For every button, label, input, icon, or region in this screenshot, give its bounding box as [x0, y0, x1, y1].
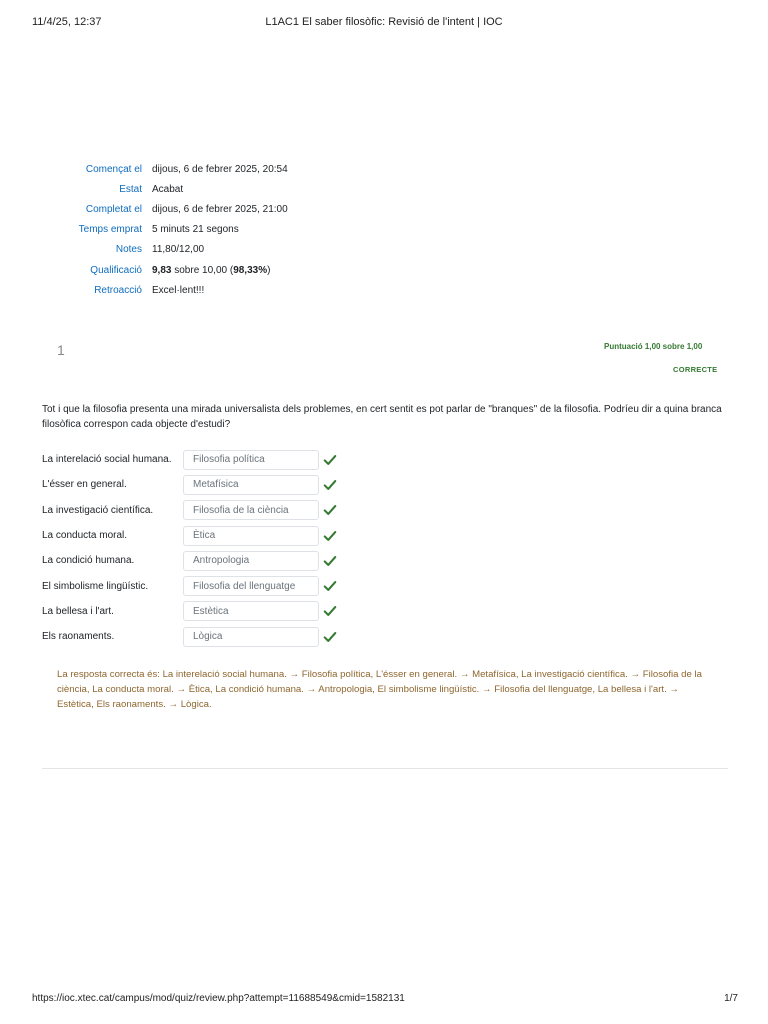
section-divider [42, 768, 728, 769]
match-stem: La conducta moral. [42, 530, 128, 542]
match-stem: El simbolisme lingüístic. [42, 580, 149, 592]
check-icon [323, 554, 337, 568]
summary-row-marks [42, 240, 288, 260]
print-url: https://ioc.xtec.cat/campus/mod/quiz/review.php?attempt=11688549&cmid=1582131 [32, 993, 405, 1004]
summary-label: Completat el [85, 203, 142, 215]
summary-label: Notes [115, 244, 142, 256]
summary-label: Retroacció [94, 284, 142, 296]
summary-label: Estat [119, 183, 142, 195]
match-select[interactable]: Antropologia [183, 551, 319, 571]
match-select[interactable]: Estètica [183, 601, 319, 621]
match-stem: La interelació social humana. [42, 454, 172, 466]
match-row [42, 523, 337, 548]
summary-row-completed [42, 199, 288, 219]
grade-mid-text: sobre 10,00 ( [171, 264, 234, 276]
question-number: 1 [57, 342, 65, 358]
question-grade: Puntuació 1,00 sobre 1,00 [604, 342, 703, 351]
summary-label: Començat el [85, 163, 142, 175]
match-row [42, 624, 337, 649]
match-stem: La condició humana. [42, 555, 135, 567]
match-select[interactable]: Ètica [183, 526, 319, 546]
grade-end-text: ) [267, 264, 271, 276]
summary-label: Qualificació [90, 264, 142, 276]
match-row [42, 498, 337, 523]
check-icon [323, 453, 337, 467]
summary-value: Acabat [152, 183, 184, 195]
check-icon [323, 579, 337, 593]
match-stem: La bellesa i l'art. [42, 605, 114, 617]
print-page-title: L1AC1 El saber filosòfic: Revisió de l'intent | IOC [265, 16, 503, 28]
summary-row-time-taken [42, 220, 288, 240]
attempt-summary [42, 159, 288, 300]
question-text: Tot i que la filosofia presenta una mirada universalista dels problemes, en cert sentit es pot parlar de "branques" de la filosofia. Podríeu dir a quina branca filosòfica correspon cada objecte d'estudi? [42, 404, 722, 430]
summary-value: Excel·lent!!! [152, 284, 205, 296]
summary-label: Temps emprat [78, 224, 142, 236]
grade-score: 9,83 [152, 264, 172, 276]
question-state: CORRECTE [673, 365, 718, 374]
check-icon [323, 478, 337, 492]
summary-value: 5 minuts 21 segons [152, 224, 239, 236]
summary-row-started [42, 159, 288, 179]
check-icon [323, 604, 337, 618]
summary-row-state [42, 179, 288, 199]
match-select[interactable]: Lògica [183, 627, 319, 647]
summary-row-feedback [42, 280, 288, 300]
match-row [42, 472, 337, 497]
match-select[interactable]: Metafísica [183, 475, 319, 495]
match-row [42, 548, 337, 573]
match-row [42, 447, 337, 472]
match-stem: La investigació científica. [42, 504, 154, 516]
summary-row-grade [42, 260, 288, 280]
check-icon [323, 630, 337, 644]
match-answers [42, 447, 337, 649]
right-answer-feedback: La resposta correcta és: La interelació social humana. → Filosofia política, L'ésser en general. → Metafísica, La investigació científica. → Filosofia de la ciència, La conducta moral. → Ètica, La condició humana. → Antropologia, El simbolisme lingüístic. → Filosofia del llenguatge, La bellesa i l'art. → Estètica, Els raonaments. → Lògica. [57, 669, 702, 710]
summary-value [152, 265, 270, 276]
match-stem: Els raonaments. [42, 631, 115, 643]
check-icon [323, 503, 337, 517]
check-icon [323, 529, 337, 543]
print-page-number: 1/7 [724, 993, 738, 1004]
match-row [42, 599, 337, 624]
grade-percent: 98,33% [233, 264, 268, 276]
summary-value: dijous, 6 de febrer 2025, 21:00 [152, 203, 288, 215]
match-row [42, 573, 337, 598]
match-stem: L'ésser en general. [42, 479, 127, 491]
match-select[interactable]: Filosofia de la ciència [183, 500, 319, 520]
summary-value: dijous, 6 de febrer 2025, 20:54 [152, 163, 288, 175]
summary-value: 11,80/12,00 [152, 244, 205, 256]
print-datetime: 11/4/25, 12:37 [32, 16, 102, 28]
match-select[interactable]: Filosofia política [183, 450, 319, 470]
match-select[interactable]: Filosofia del llenguatge [183, 576, 319, 596]
